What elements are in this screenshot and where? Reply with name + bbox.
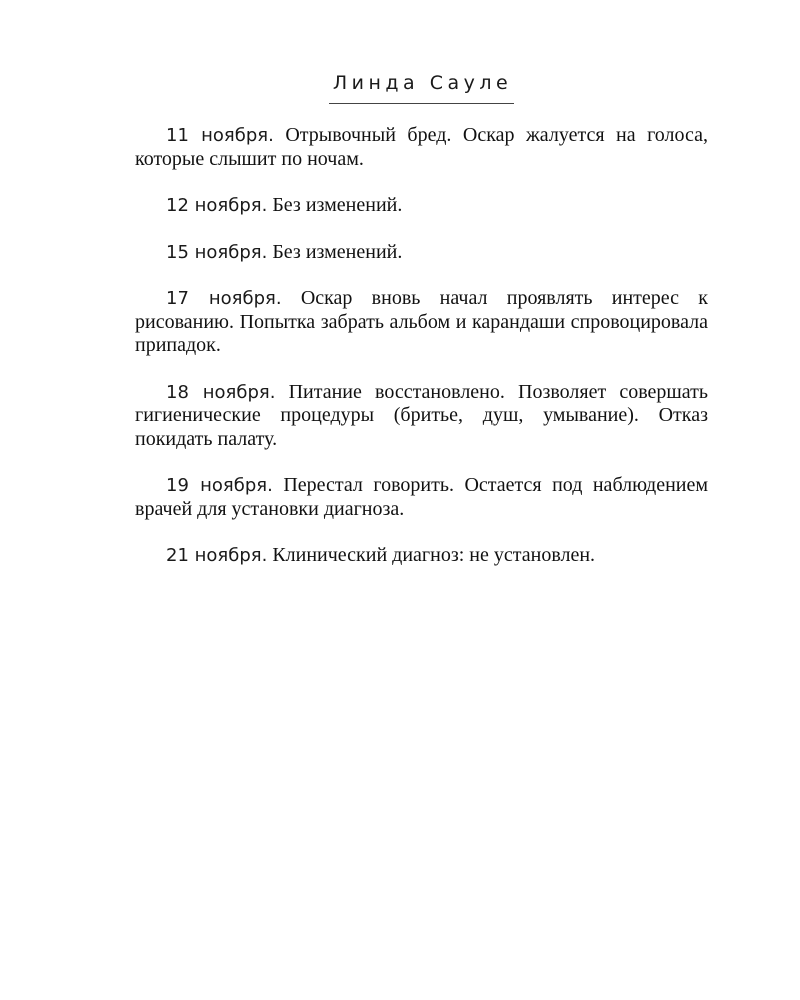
entry-text: Без изменений. <box>272 240 403 263</box>
entry-date: 15 ноября. <box>166 241 268 263</box>
entry-date: 12 ноября. <box>166 195 268 216</box>
diary-entry <box>135 194 708 218</box>
book-page <box>135 72 708 591</box>
diary-entry <box>135 381 708 452</box>
entry-text: Отрывочный бред. Оскар жалуется на голоса, которые слышит по ночам. <box>135 124 709 170</box>
entry-date: 11 ноября. <box>166 125 274 146</box>
entry-text: Перестал говорить. Остается под наблюдением врачей для установки диагноза. <box>135 474 709 520</box>
diary-entry <box>135 474 708 521</box>
diary-entry <box>135 241 708 265</box>
diary-entry <box>135 544 708 568</box>
diary-entry <box>135 287 708 358</box>
entry-text: Питание восстановлено. Позволяет совершать гигиенические процедуры (бритье, душ, умывание). Отказ покидать палату. <box>135 380 709 450</box>
author-name: Линда Сауле <box>329 72 514 104</box>
entry-text: Без изменений. <box>272 194 403 216</box>
entry-text: Оскар вновь начал проявлять интерес к рисованию. Попытка забрать альбом и карандаши спровоцировала припадок. <box>135 287 708 356</box>
running-header <box>135 72 708 104</box>
entry-date: 17 ноября. <box>166 288 282 309</box>
diary-entry <box>135 124 708 171</box>
diary-entries <box>135 124 708 568</box>
entry-date: 21 ноября. <box>166 545 268 566</box>
entry-date: 19 ноября. <box>166 475 273 496</box>
entry-date: 18 ноября. <box>166 381 276 403</box>
entry-text: Клинический диагноз: не установлен. <box>272 544 596 566</box>
